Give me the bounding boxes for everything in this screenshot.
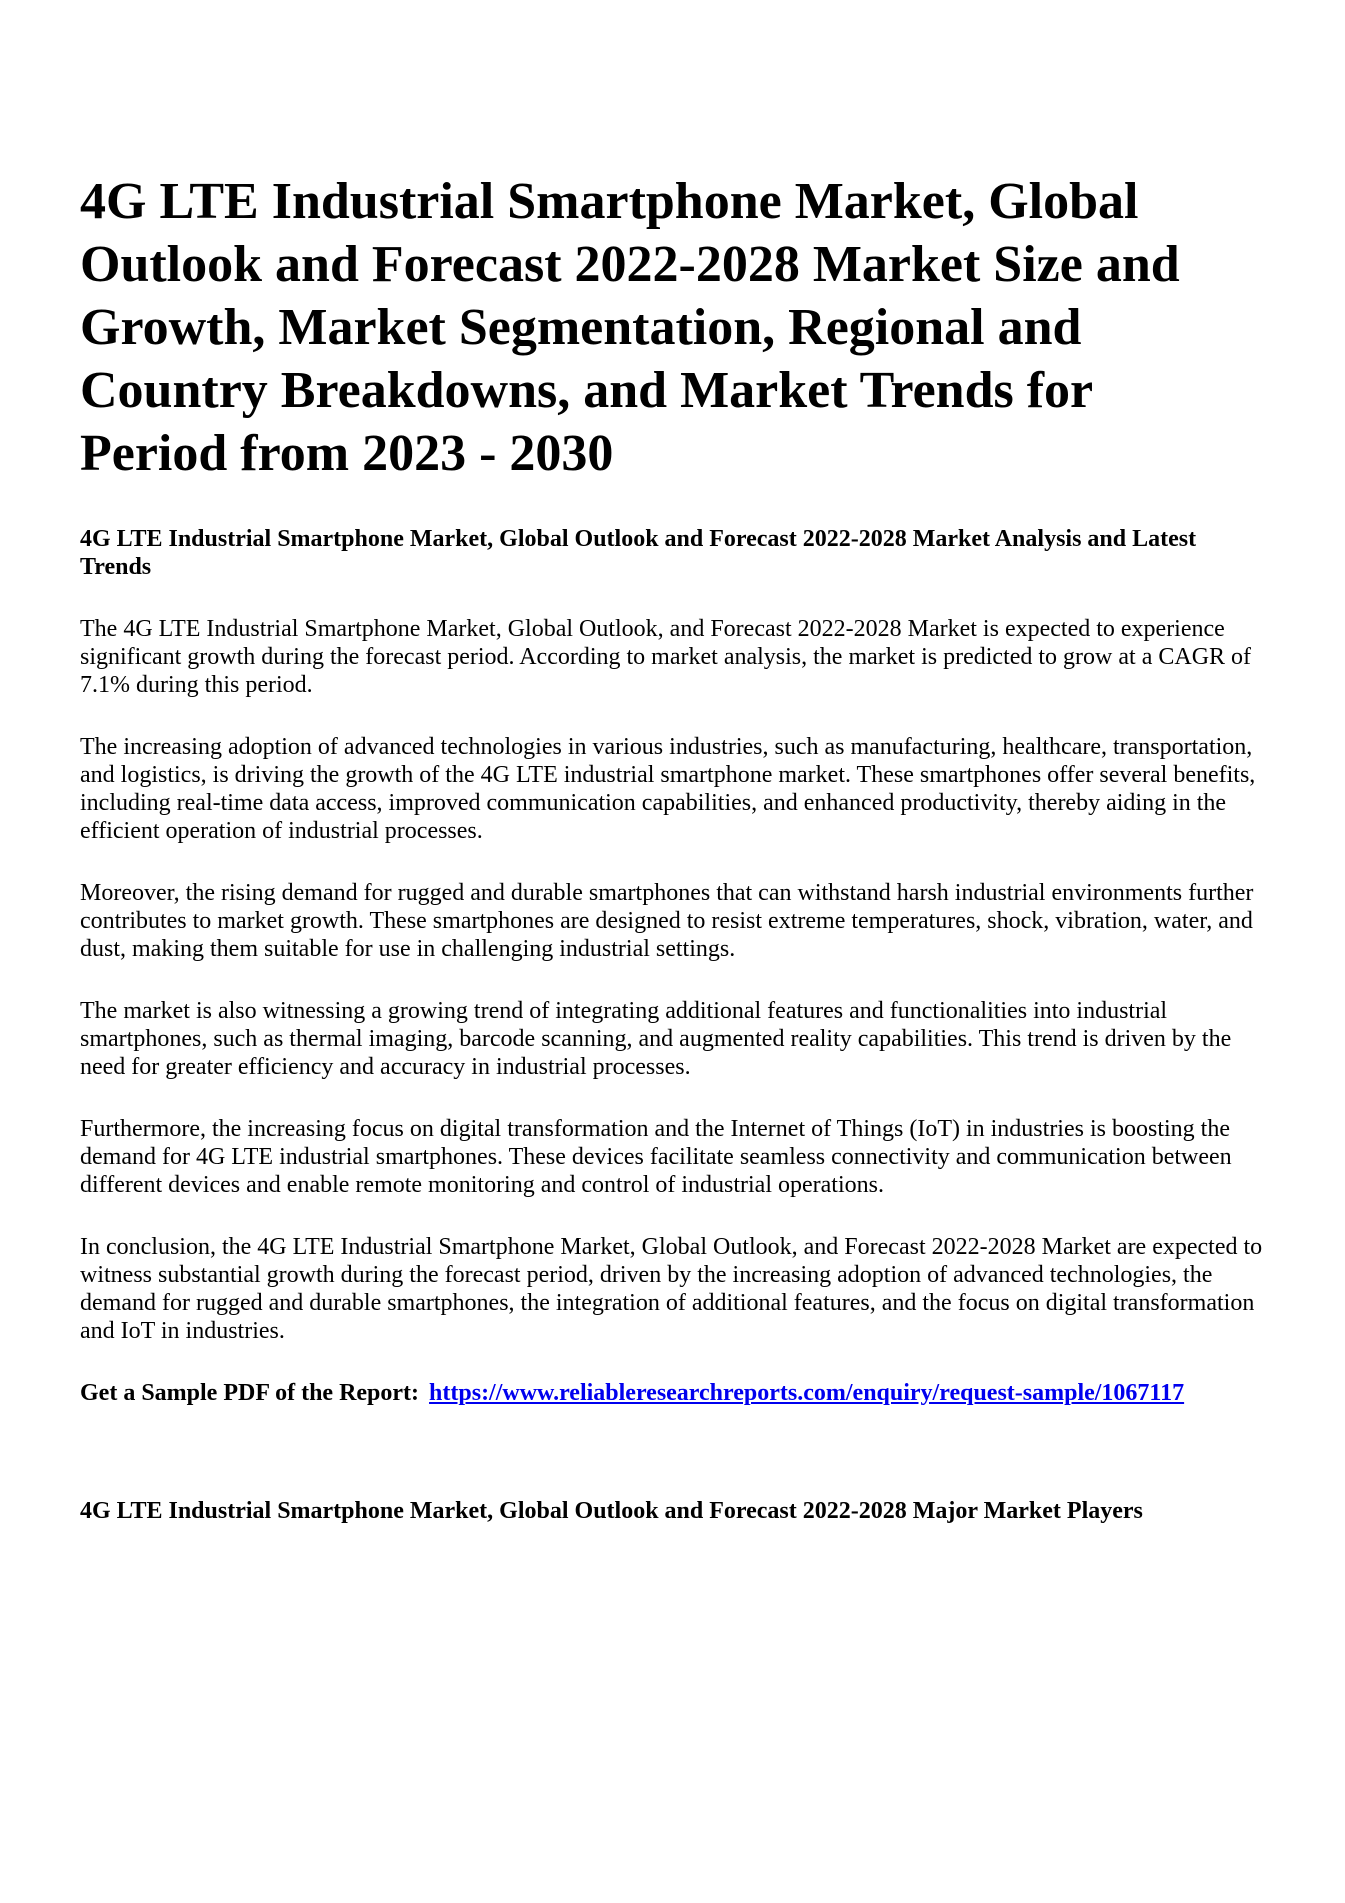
paragraph-market-overview: The 4G LTE Industrial Smartphone Market, Global Outlook, and Forecast 2022-2028 Market is expected to experience significant growth during the forecast period. According to market analysis, the market is predicted to grow at a CAGR of 7.1% during this period.: [80, 616, 1252, 698]
paragraph-rugged-demand: Moreover, the rising demand for rugged and durable smartphones that can withstand harsh industrial environments further contributes to market growth. These smartphones are designed to resist extreme temperatures, shock, vibration, water, and dust, making them suitable for use in challenging industrial settings.: [80, 880, 1254, 962]
paragraph-feature-trend: The market is also witnessing a growing trend of integrating additional features and functionalities into industrial smartphones, such as thermal imaging, barcode scanning, and augmented reality capabilities. This trend is driven by the need for greater efficiency and accuracy in industrial processes.: [80, 998, 1232, 1080]
page-title: 4G LTE Industrial Smartphone Market, Global Outlook and Forecast 2022-2028 Market Size and Growth, Market Segmentation, Regional and Country Breakdowns, and Market Trends for Period from 2023 - 2030: [80, 173, 1180, 482]
paragraph-adoption-drivers: The increasing adoption of advanced technologies in various industries, such as manufacturing, healthcare, transportation, and logistics, is driving the growth of the 4G LTE industrial smartphone market. These smartphones offer several benefits, including real-time data access, improved communication capabilities, and enhanced productivity, thereby aiding in the efficient operation of industrial processes.: [80, 734, 1256, 844]
sample-cta-label: Get a Sample PDF of the Report:: [80, 1380, 420, 1406]
sample-report-link[interactable]: https://www.reliableresearchreports.com/enquiry/request-sample/1067117: [429, 1380, 1185, 1406]
major-players-heading: 4G LTE Industrial Smartphone Market, Global Outlook and Forecast 2022-2028 Major Market Players: [80, 1498, 1143, 1524]
paragraph-iot-focus: Furthermore, the increasing focus on digital transformation and the Internet of Things (IoT) in industries is boosting the demand for 4G LTE industrial smartphones. These devices facilitate seamless connectivity and communication between different devices and enable remote monitoring and control of industrial operations.: [80, 1116, 1232, 1198]
paragraph-conclusion: In conclusion, the 4G LTE Industrial Smartphone Market, Global Outlook, and Forecast 2022-2028 Market are expected to witness substantial growth during the forecast period, driven by the increasing adoption of advanced technologies, the demand for rugged and durable smartphones, the integration of additional features, and the focus on digital transformation and IoT in industries.: [80, 1234, 1263, 1344]
sample-cta: [80, 1379, 1265, 1407]
market-analysis-heading: 4G LTE Industrial Smartphone Market, Global Outlook and Forecast 2022-2028 Market Analysis and Latest Trends: [80, 526, 1197, 580]
